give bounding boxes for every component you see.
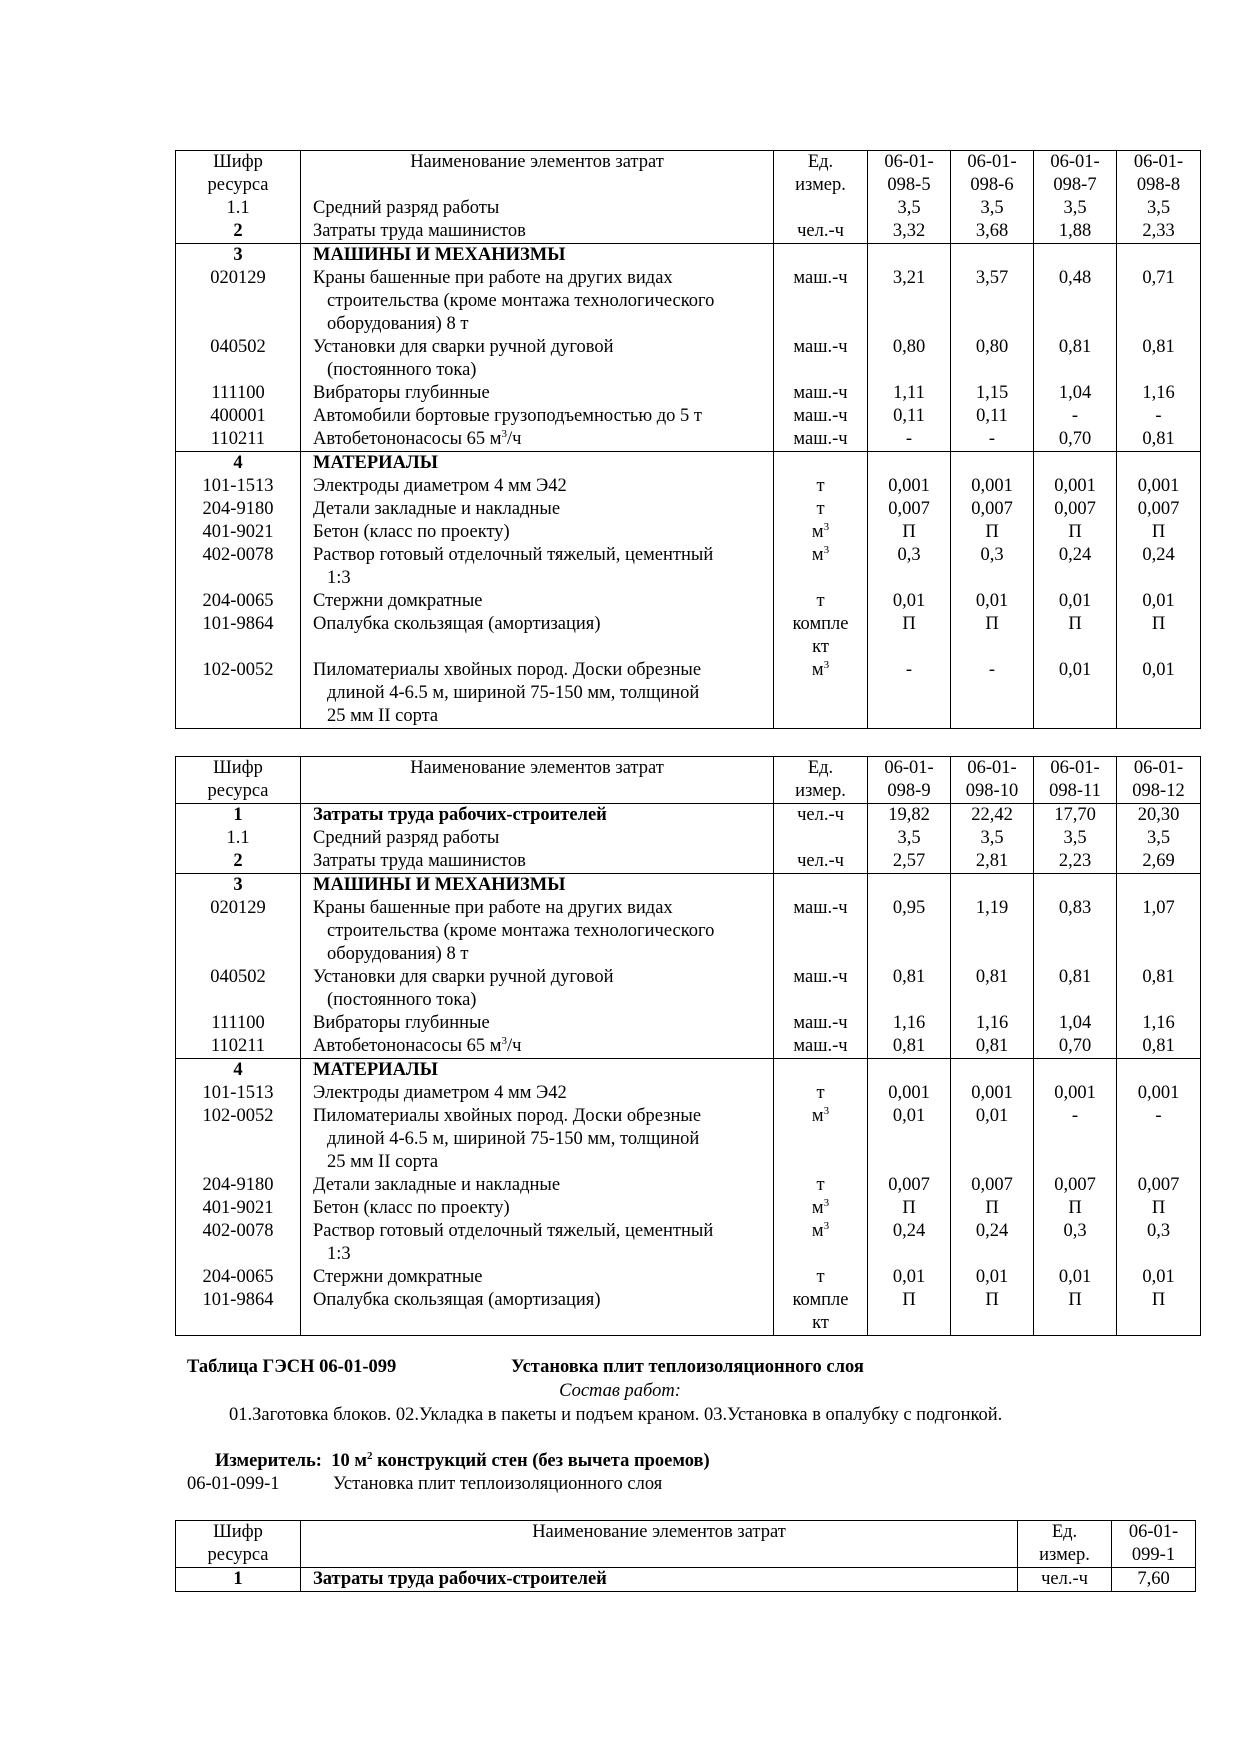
norm-value: 3,5	[1034, 827, 1117, 850]
norm-value: 1,16	[1117, 1012, 1201, 1035]
table-row	[176, 827, 1201, 850]
norm-value: 2,23	[1034, 850, 1117, 874]
resource-name: Автомобили бортовые грузоподъемностью до 5 т	[301, 405, 774, 428]
table-row	[176, 1012, 1201, 1035]
unit: $м^3$	[774, 1105, 868, 1174]
resource-code: 4	[176, 1059, 301, 1083]
table-row	[176, 590, 1201, 613]
norm-value: 0,81	[1034, 336, 1117, 382]
table-row	[176, 1059, 1201, 1083]
table-row	[176, 850, 1201, 874]
table-header-row	[176, 151, 1201, 198]
norm-value	[1117, 452, 1201, 476]
norm-value: 0,007	[1034, 1174, 1117, 1197]
norm-value: 3,57	[951, 267, 1034, 336]
table-label: Таблица ГЭСН 06-01-099	[187, 1357, 397, 1377]
resource-name: Раствор готовый отделочный тяжелый, цементный 1:3	[301, 1220, 774, 1266]
resource-table-099-1	[175, 1520, 1196, 1592]
norm-value: 0,001	[1117, 1082, 1201, 1105]
resource-name: Электроды диаметром 4 мм Э42	[301, 475, 774, 498]
norm-value: 3,32	[868, 220, 951, 244]
norm-value: П	[868, 613, 951, 659]
table-row	[176, 874, 1201, 898]
table-row	[176, 1197, 1201, 1220]
resource-code: 402-0078	[176, 1220, 301, 1266]
norm-value: -	[1034, 405, 1117, 428]
resource-name: Установки для сварки ручной дуговой (постоянного тока)	[301, 336, 774, 382]
table-row	[176, 267, 1201, 336]
unit: т	[774, 1266, 868, 1289]
header-norm-col: 06-01- 098-9	[868, 757, 951, 804]
norm-value: -	[1117, 405, 1201, 428]
norm-value: 0,81	[1117, 1035, 1201, 1059]
unit: маш.-ч	[774, 405, 868, 428]
unit	[774, 197, 868, 220]
resource-code: 400001	[176, 405, 301, 428]
norm-value: П	[1117, 1289, 1201, 1336]
norm-value	[951, 1059, 1034, 1083]
unit: маш.-ч	[774, 897, 868, 966]
norm-value	[868, 244, 951, 268]
resource-code: 1	[176, 804, 301, 828]
table-row	[176, 659, 1201, 729]
unit: маш.-ч	[774, 428, 868, 452]
unit: маш.-ч	[774, 382, 868, 405]
unit: маш.-ч	[774, 966, 868, 1012]
norm-value: П	[951, 1289, 1034, 1336]
norm-value: П	[868, 1197, 951, 1220]
norm-value: 0,24	[868, 1220, 951, 1266]
header-norm-col: 06-01- 098-11	[1034, 757, 1117, 804]
table-row	[176, 544, 1201, 590]
resource-code: 401-9021	[176, 1197, 301, 1220]
resource-code: 101-9864	[176, 1289, 301, 1336]
norm-value: 0,70	[1034, 428, 1117, 452]
norm-value: 1,04	[1034, 1012, 1117, 1035]
norm-value: 0,001	[868, 1082, 951, 1105]
table-heading	[187, 1356, 864, 1379]
table-row	[176, 244, 1201, 268]
norm-value: 0,01	[868, 1266, 951, 1289]
unit: маш.-ч	[774, 336, 868, 382]
resource-name: МАШИНЫ И МЕХАНИЗМЫ	[301, 874, 774, 898]
norm-value: 1,15	[951, 382, 1034, 405]
table-header-row	[176, 757, 1201, 804]
resource-name: МАТЕРИАЛЫ	[301, 452, 774, 476]
table-row	[176, 475, 1201, 498]
norm-value: 2,81	[951, 850, 1034, 874]
resource-code: 020129	[176, 897, 301, 966]
resource-code: 3	[176, 244, 301, 268]
table-row	[176, 1174, 1201, 1197]
resource-code: 204-0065	[176, 590, 301, 613]
norm-value: 7,60	[1112, 1568, 1196, 1592]
resource-code: 040502	[176, 966, 301, 1012]
header-name: Наименование элементов затрат	[301, 1521, 1018, 1568]
header-norm-col: 06-01- 098-8	[1117, 151, 1201, 198]
header-norm-col: 06-01- 098-5	[868, 151, 951, 198]
norm-value: 3,5	[868, 197, 951, 220]
norm-value: 3,5	[951, 197, 1034, 220]
norm-value: 0,81	[868, 1035, 951, 1059]
norm-value: П	[1034, 613, 1117, 659]
meter-value: 10 $м^2$ конструкций стен (без вычета проемов)	[331, 1450, 710, 1471]
norm-value: 3,5	[1117, 197, 1201, 220]
unit: $м^3$	[774, 1197, 868, 1220]
norm-value: 0,81	[868, 966, 951, 1012]
resource-name: Стержни домкратные	[301, 1266, 774, 1289]
resource-name: Затраты труда рабочих-строителей	[301, 804, 774, 828]
header-code: Шифр ресурса	[176, 1521, 301, 1568]
table-row	[176, 452, 1201, 476]
resource-code: 110211	[176, 1035, 301, 1059]
resource-name: МАТЕРИАЛЫ	[301, 1059, 774, 1083]
unit: чел.-ч	[774, 804, 868, 828]
norm-value: 0,001	[951, 475, 1034, 498]
resource-name: Детали закладные и накладные	[301, 498, 774, 521]
norm-value: П	[951, 521, 1034, 544]
norm-value: 20,30	[1117, 804, 1201, 828]
resource-code: 102-0052	[176, 1105, 301, 1174]
resource-name: Опалубка скользящая (амортизация)	[301, 1289, 774, 1336]
table-row	[176, 613, 1201, 659]
unit: маш.-ч	[774, 1035, 868, 1059]
resource-name: Краны башенные при работе на других видах строительства (кроме монтажа технологического оборудования) 8 т	[301, 267, 774, 336]
resource-name: Детали закладные и накладные	[301, 1174, 774, 1197]
unit: $м^3$	[774, 521, 868, 544]
resource-code: 020129	[176, 267, 301, 336]
norm-value: 1,07	[1117, 897, 1201, 966]
table-header-row	[176, 1521, 1196, 1568]
norm-value	[868, 874, 951, 898]
unit: $м^3$	[774, 544, 868, 590]
norm-value: П	[1034, 521, 1117, 544]
norm-value: 0,81	[1117, 966, 1201, 1012]
table-row	[176, 197, 1201, 220]
unit	[774, 874, 868, 898]
norm-value: П	[951, 1197, 1034, 1220]
norm-value: 17,70	[1034, 804, 1117, 828]
table-row	[176, 897, 1201, 966]
table-title: Установка плит теплоизоляционного слоя	[511, 1357, 864, 1377]
norm-value: 0,01	[1034, 659, 1117, 729]
norm-value	[951, 874, 1034, 898]
resource-code: 1.1	[176, 197, 301, 220]
norm-value: П	[1034, 1289, 1117, 1336]
header-norm-col: 06-01- 098-7	[1034, 151, 1117, 198]
norm-value: 2,69	[1117, 850, 1201, 874]
resource-code: 204-9180	[176, 498, 301, 521]
norm-value: 2,57	[868, 850, 951, 874]
norm-value: 0,01	[951, 590, 1034, 613]
norm-value: 1,11	[868, 382, 951, 405]
unit	[774, 1059, 868, 1083]
norm-value: 0,3	[868, 544, 951, 590]
norm-value: -	[868, 659, 951, 729]
norm-value	[951, 452, 1034, 476]
norm-value	[1117, 1059, 1201, 1083]
table-row	[176, 1220, 1201, 1266]
header-code: Шифр ресурса	[176, 151, 301, 198]
norm-value: -	[868, 428, 951, 452]
header-name: Наименование элементов затрат	[301, 757, 774, 804]
norm-value: 0,001	[951, 1082, 1034, 1105]
norm-value: 0,80	[951, 336, 1034, 382]
norm-value: 1,88	[1034, 220, 1117, 244]
norm-value: 0,007	[1034, 498, 1117, 521]
norm-value: 0,001	[1034, 475, 1117, 498]
unit	[774, 452, 868, 476]
resource-name: Электроды диаметром 4 мм Э42	[301, 1082, 774, 1105]
norm-value	[1034, 452, 1117, 476]
unit: чел.-ч	[774, 850, 868, 874]
table-row	[176, 521, 1201, 544]
resource-name: Раствор готовый отделочный тяжелый, цементный 1:3	[301, 544, 774, 590]
table-row	[176, 428, 1201, 452]
meter-label: Измеритель:	[215, 1451, 322, 1471]
unit: компле кт	[774, 613, 868, 659]
unit: $м^3$	[774, 659, 868, 729]
resource-code: 101-1513	[176, 1082, 301, 1105]
resource-code: 204-9180	[176, 1174, 301, 1197]
norm-value	[1034, 244, 1117, 268]
resource-name: Затраты труда машинистов	[301, 850, 774, 874]
unit: т	[774, 590, 868, 613]
table-row	[176, 1266, 1201, 1289]
resource-code: 2	[176, 850, 301, 874]
resource-name: Автобетононасосы 65 $м^3/ч$	[301, 428, 774, 452]
header-norm-col: 06-01- 098-10	[951, 757, 1034, 804]
resource-code: 204-0065	[176, 1266, 301, 1289]
unit: $м^3$	[774, 1220, 868, 1266]
resource-table-098-9-12	[175, 756, 1201, 1336]
norm-value: 0,24	[1034, 544, 1117, 590]
norm-value: П	[1117, 521, 1201, 544]
resource-code: 111100	[176, 1012, 301, 1035]
resource-name: Бетон (класс по проекту)	[301, 521, 774, 544]
unit: т	[774, 1174, 868, 1197]
norm-value: 0,3	[1117, 1220, 1201, 1266]
norm-value: 0,80	[868, 336, 951, 382]
table-row	[176, 966, 1201, 1012]
composition-title: Состав работ:	[559, 1381, 681, 1401]
unit: т	[774, 475, 868, 498]
header-unit: Ед. измер.	[1018, 1521, 1112, 1568]
norm-value: 0,01	[1034, 1266, 1117, 1289]
norm-value: -	[1117, 1105, 1201, 1174]
header-unit: Ед. измер.	[774, 151, 868, 198]
norm-value: -	[951, 659, 1034, 729]
norm-value: 0,01	[1117, 1266, 1201, 1289]
resource-code: 111100	[176, 382, 301, 405]
norm-value: 0,83	[1034, 897, 1117, 966]
norm-value	[1117, 244, 1201, 268]
norm-value: 0,001	[1117, 475, 1201, 498]
resource-code: 2	[176, 220, 301, 244]
norm-value: 0,001	[868, 475, 951, 498]
norm-value: П	[1117, 613, 1201, 659]
unit: компле кт	[774, 1289, 868, 1336]
norm-value: 3,5	[868, 827, 951, 850]
norm-value: 0,01	[868, 590, 951, 613]
resource-code: 110211	[176, 428, 301, 452]
resource-code: 040502	[176, 336, 301, 382]
resource-name: Бетон (класс по проекту)	[301, 1197, 774, 1220]
table-row	[176, 498, 1201, 521]
norm-value: 0,01	[1117, 590, 1201, 613]
unit: маш.-ч	[774, 1012, 868, 1035]
resource-code: 101-9864	[176, 613, 301, 659]
resource-code: 401-9021	[176, 521, 301, 544]
norm-value: 0,007	[1117, 498, 1201, 521]
resource-name: Краны башенные при работе на других видах строительства (кроме монтажа технологического оборудования) 8 т	[301, 897, 774, 966]
resource-code: 3	[176, 874, 301, 898]
table-row	[176, 804, 1201, 828]
resource-code: 402-0078	[176, 544, 301, 590]
norm-value: 1,16	[868, 1012, 951, 1035]
resource-name: Вибраторы глубинные	[301, 1012, 774, 1035]
norm-value	[951, 244, 1034, 268]
resource-code: 1.1	[176, 827, 301, 850]
norm-value: 0,95	[868, 897, 951, 966]
resource-name: Средний разряд работы	[301, 827, 774, 850]
resource-name: Средний разряд работы	[301, 197, 774, 220]
norm-value: 0,01	[1034, 590, 1117, 613]
norm-value: 19,82	[868, 804, 951, 828]
norm-value: 0,24	[1117, 544, 1201, 590]
norm-value: 0,11	[868, 405, 951, 428]
table-row	[176, 1568, 1196, 1592]
norm-value: -	[951, 428, 1034, 452]
norm-value	[868, 452, 951, 476]
norm-value: 0,007	[868, 498, 951, 521]
norm-value: 0,81	[1117, 428, 1201, 452]
norm-value: 0,3	[1034, 1220, 1117, 1266]
norm-value: 0,81	[1034, 966, 1117, 1012]
norm-value: 0,71	[1117, 267, 1201, 336]
meter-line	[215, 1450, 710, 1473]
table-row	[176, 382, 1201, 405]
resource-name: Затраты труда рабочих-строителей	[301, 1568, 1018, 1592]
unit: т	[774, 1082, 868, 1105]
unit: чел.-ч	[1018, 1568, 1112, 1592]
resource-name: Установки для сварки ручной дуговой (постоянного тока)	[301, 966, 774, 1012]
header-unit: Ед. измер.	[774, 757, 868, 804]
norm-value: 0,81	[951, 1035, 1034, 1059]
norm-value	[1034, 1059, 1117, 1083]
unit: чел.-ч	[774, 220, 868, 244]
norm-value: П	[868, 1289, 951, 1336]
unit: маш.-ч	[774, 267, 868, 336]
norm-value: П	[1034, 1197, 1117, 1220]
header-name: Наименование элементов затрат	[301, 151, 774, 198]
norm-value: -	[1034, 1105, 1117, 1174]
norm-value: П	[951, 613, 1034, 659]
norm-code: 06-01-099-1	[187, 1474, 280, 1494]
unit	[774, 244, 868, 268]
norm-value: 3,68	[951, 220, 1034, 244]
resource-name: Пиломатериалы хвойных пород. Доски обрезные длиной 4-6.5 м, шириной 75-150 мм, толщиной 25 мм II сорта	[301, 659, 774, 729]
norm-value: 3,5	[1117, 827, 1201, 850]
norm-value: 1,04	[1034, 382, 1117, 405]
table-row	[176, 1289, 1201, 1336]
norm-value: 0,3	[951, 544, 1034, 590]
table-row	[176, 1082, 1201, 1105]
resource-name: Пиломатериалы хвойных пород. Доски обрезные длиной 4-6.5 м, шириной 75-150 мм, толщиной 25 мм II сорта	[301, 1105, 774, 1174]
norm-value: 1,19	[951, 897, 1034, 966]
norm-value: 0,11	[951, 405, 1034, 428]
resource-name: МАШИНЫ И МЕХАНИЗМЫ	[301, 244, 774, 268]
table-row	[176, 1035, 1201, 1059]
norm-value: 22,42	[951, 804, 1034, 828]
norm-value: 0,01	[951, 1266, 1034, 1289]
norm-value: П	[868, 521, 951, 544]
works-text: 01.Заготовка блоков. 02.Укладка в пакеты и подъем краном. 03.Установка в опалубку с подгонкой.	[229, 1405, 1003, 1425]
norm-value: 0,01	[951, 1105, 1034, 1174]
norm-value: 0,007	[868, 1174, 951, 1197]
norm-value: 1,16	[951, 1012, 1034, 1035]
norm-value: 0,007	[951, 498, 1034, 521]
norm-value: 2,33	[1117, 220, 1201, 244]
header-norm-col: 06-01- 098-6	[951, 151, 1034, 198]
resource-name: Опалубка скользящая (амортизация)	[301, 613, 774, 659]
norm-value: 0,01	[1117, 659, 1201, 729]
norm-value: 0,01	[868, 1105, 951, 1174]
table-row	[176, 336, 1201, 382]
table-row	[176, 220, 1201, 244]
norm-value: 0,81	[1117, 336, 1201, 382]
table-row	[176, 1105, 1201, 1174]
unit: т	[774, 498, 868, 521]
norm-value: 3,5	[951, 827, 1034, 850]
norm-value	[868, 1059, 951, 1083]
norm-value: 0,007	[951, 1174, 1034, 1197]
header-norm-col: 06-01- 098-12	[1117, 757, 1201, 804]
norm-value: 0,70	[1034, 1035, 1117, 1059]
norm-value: 1,16	[1117, 382, 1201, 405]
norm-value	[1034, 874, 1117, 898]
resource-code: 4	[176, 452, 301, 476]
resource-name: Вибраторы глубинные	[301, 382, 774, 405]
header-norm-col: 06-01- 099-1	[1112, 1521, 1196, 1568]
resource-name: Автобетононасосы 65 $м^3/ч$	[301, 1035, 774, 1059]
resource-code: 102-0052	[176, 659, 301, 729]
norm-value: 0,007	[1117, 1174, 1201, 1197]
norm-value: 0,81	[951, 966, 1034, 1012]
resource-name: Затраты труда машинистов	[301, 220, 774, 244]
header-code: Шифр ресурса	[176, 757, 301, 804]
resource-code: 1	[176, 1568, 301, 1592]
unit	[774, 827, 868, 850]
norm-value: 0,001	[1034, 1082, 1117, 1105]
norm-value: 0,24	[951, 1220, 1034, 1266]
norm-value: 3,21	[868, 267, 951, 336]
table-row	[176, 405, 1201, 428]
resource-code: 101-1513	[176, 475, 301, 498]
resource-name: Стержни домкратные	[301, 590, 774, 613]
norm-value	[1117, 874, 1201, 898]
resource-table-098-5-8	[175, 150, 1201, 729]
norm-value: 3,5	[1034, 197, 1117, 220]
norm-name: Установка плит теплоизоляционного слоя	[333, 1474, 663, 1494]
norm-line	[187, 1473, 663, 1496]
norm-value: 0,48	[1034, 267, 1117, 336]
norm-value: П	[1117, 1197, 1201, 1220]
